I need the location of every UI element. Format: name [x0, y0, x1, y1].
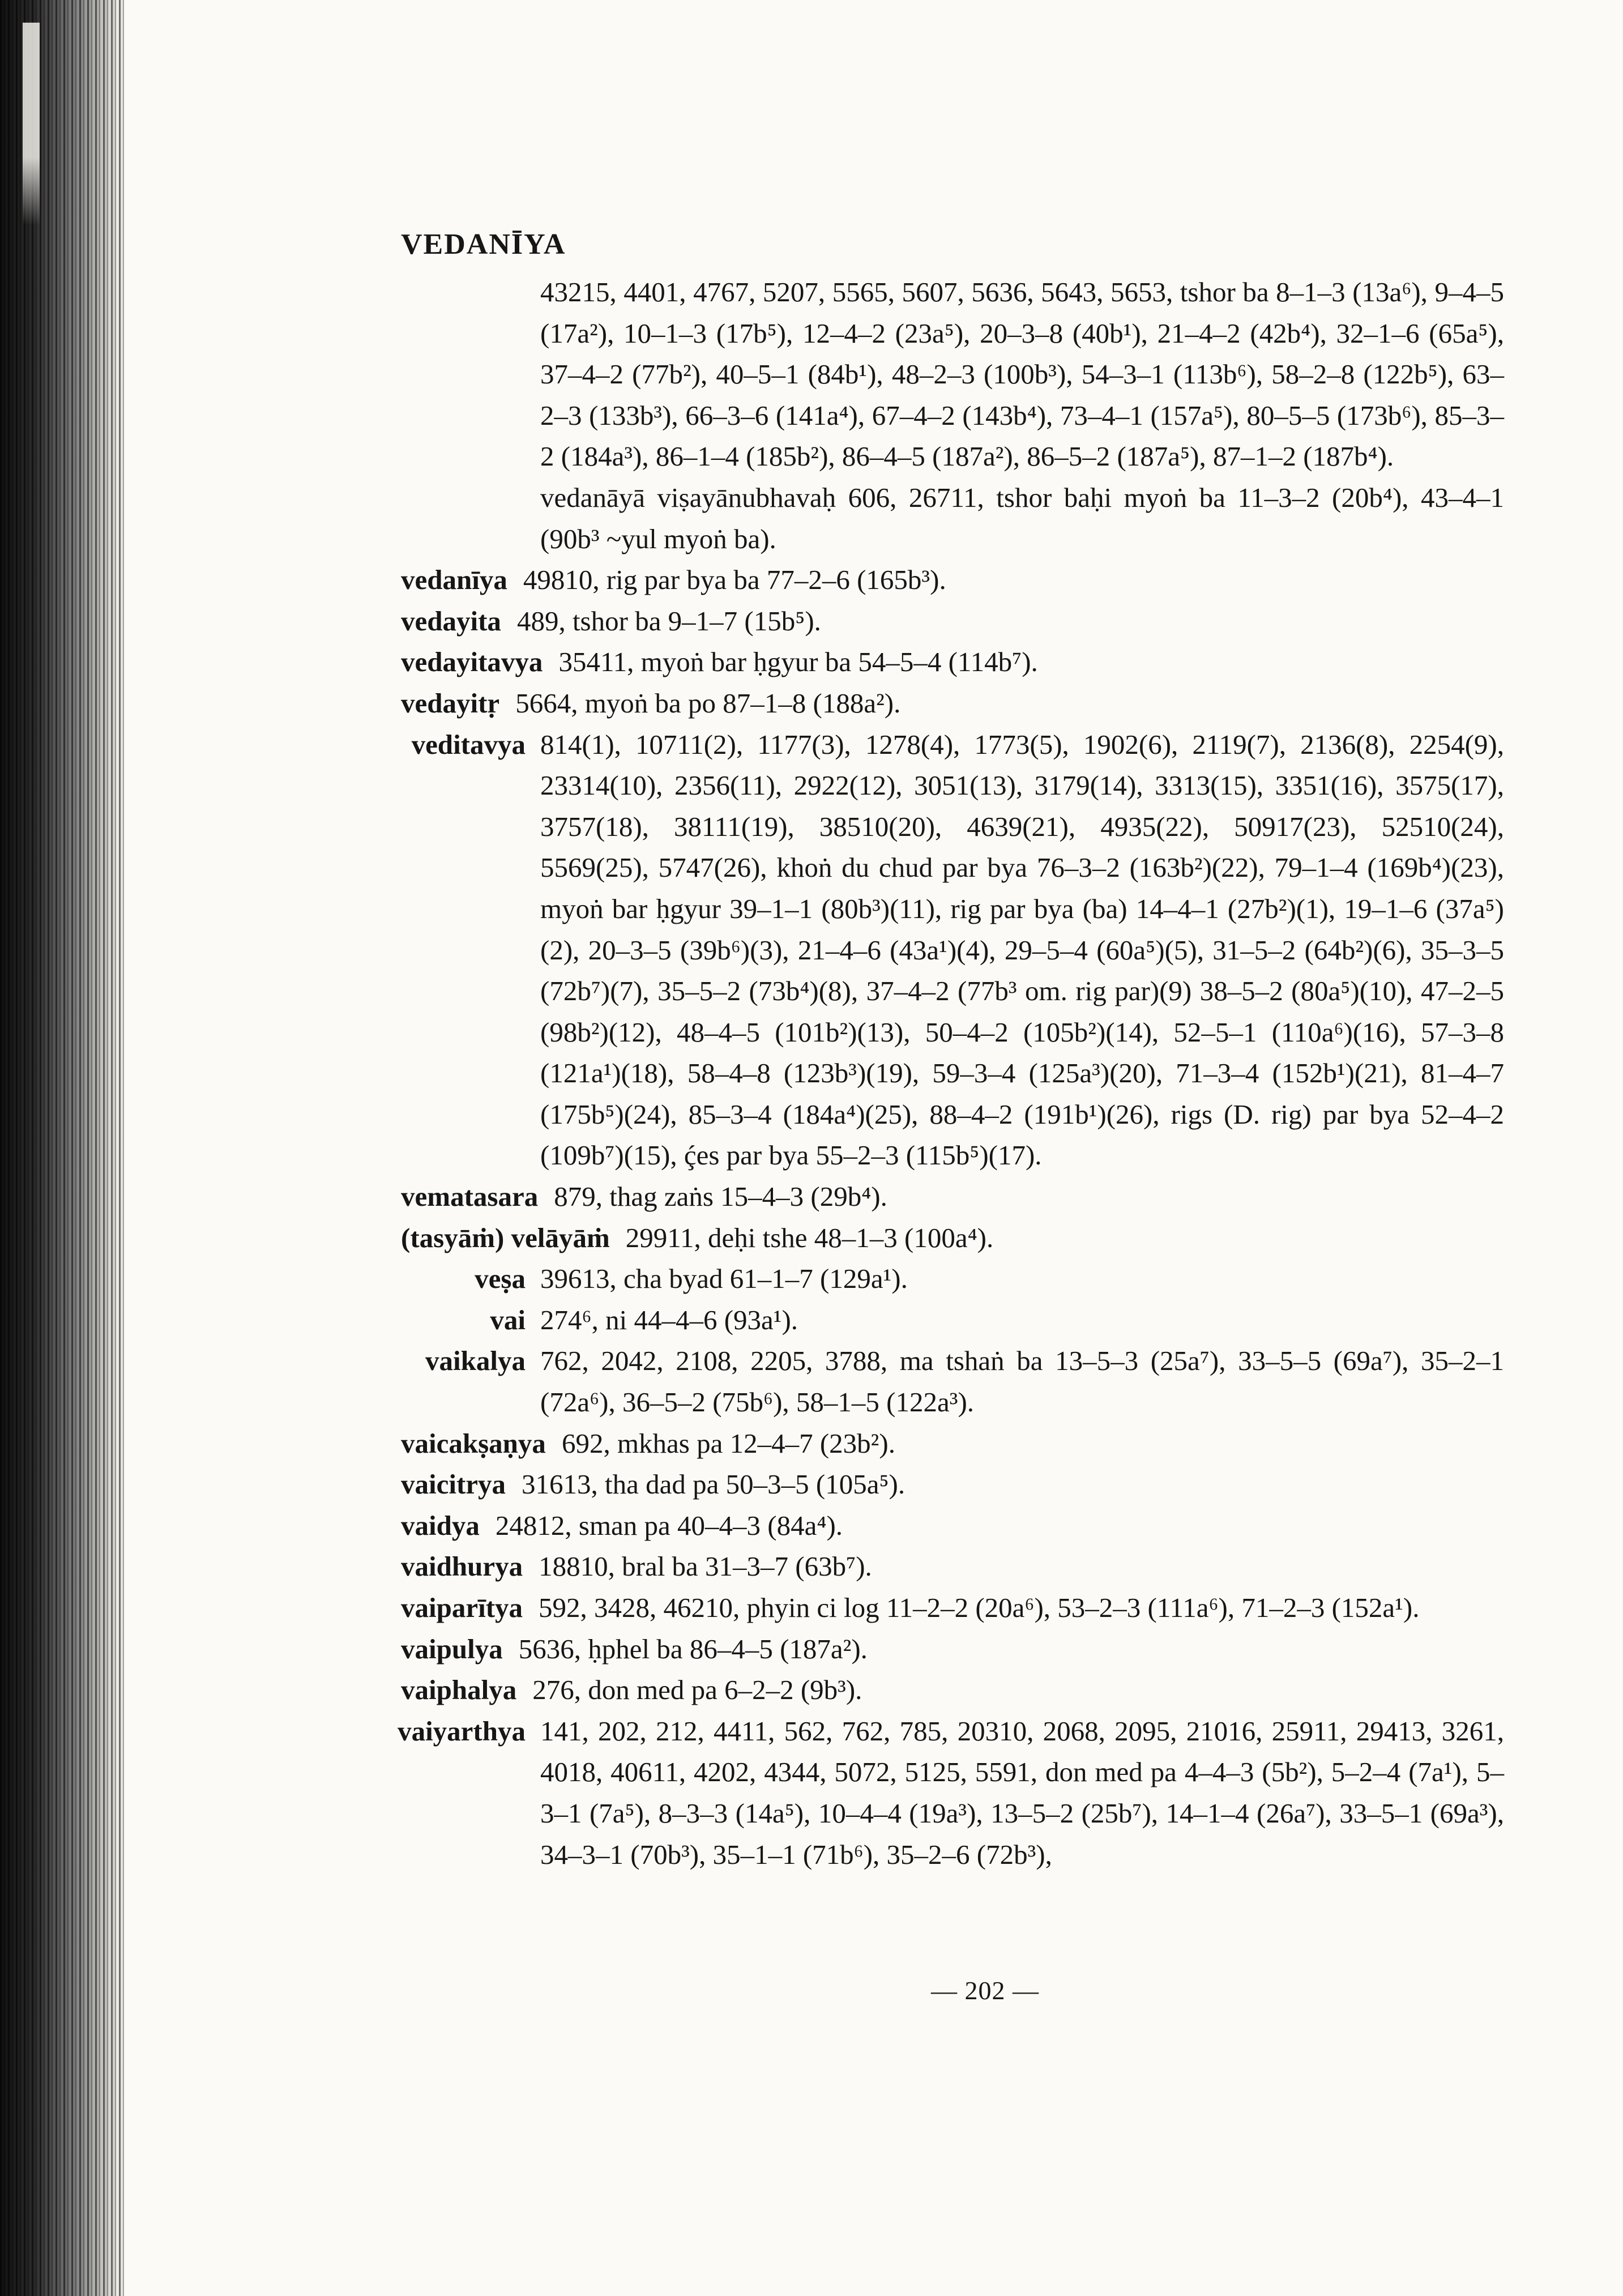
entry-headword: vaipulya — [401, 1633, 503, 1665]
entry-vaiparitya — [401, 1587, 1504, 1629]
entry-headword: vaiyarthya — [398, 1715, 526, 1747]
entry-vai — [490, 1300, 1504, 1341]
entry-vedanaya-visaya — [540, 477, 1504, 560]
entry-vaiyarthya — [398, 1711, 1504, 1875]
entry-text: vedanāyā viṣayānubhavaḥ 606, 26711, tshor baḥi myoṅ ba 11–3–2 (20b⁴), 43–4–1 (90b³ ~yul myoṅ ba). — [540, 481, 1504, 554]
entry-text: 762, 2042, 2108, 2205, 3788, ma tshaṅ ba 13–5–3 (25a⁷), 33–5–5 (69a⁷), 35–2–1 (72a⁶), 36–5–2 (75b⁶), 58–1–5 (122a³). — [540, 1345, 1504, 1418]
entry-vaicaksanya — [401, 1423, 1504, 1465]
entry-text: 18810, bral ba 31–3–7 (63b⁷). — [539, 1551, 872, 1582]
entry-vedayitavya — [401, 642, 1504, 683]
entry-veditavya — [411, 724, 1504, 1177]
entry-headword: vai — [490, 1304, 526, 1335]
entry-headword: vaiparītya — [401, 1592, 523, 1623]
entry-text: 49810, rig par bya ba 77–2–6 (165b³). — [523, 564, 946, 596]
page-heading: VEDANĪYA — [401, 228, 566, 261]
entry-vedayitr — [401, 683, 1504, 724]
entry-headword: vedayita — [401, 605, 501, 637]
entry-vedaniya — [401, 560, 1504, 601]
entry-text: 24812, sman pa 40–4–3 (84a⁴). — [495, 1509, 843, 1541]
entry-vaikalya — [425, 1341, 1504, 1423]
entry-text: 592, 3428, 46210, phyin ci log 11–2–2 (20a⁶), 53–2–3 (111a⁶), 71–2–3 (152a¹). — [539, 1592, 1420, 1623]
entry-vematasara — [401, 1176, 1504, 1218]
entry-headword: vedayitavya — [401, 646, 543, 678]
entry-headword: vaidhurya — [401, 1551, 523, 1582]
entry-velayam — [401, 1218, 1504, 1259]
entry-vaipulya — [401, 1629, 1504, 1670]
entry-headword: vaikalya — [425, 1345, 526, 1377]
entry-text: 31613, tha dad pa 50–3–5 (105a⁵). — [522, 1469, 906, 1500]
entry-text: 5636, ḥphel ba 86–4–5 (187a²). — [518, 1633, 868, 1665]
entry-text: 5664, myoṅ ba po 87–1–8 (188a²). — [515, 687, 901, 719]
entry-text: 141, 202, 212, 4411, 562, 762, 785, 20310, 2068, 2095, 21016, 25911, 29413, 3261, 4018, 40611, 4202, 4344, 5072, 5125, 5591, don med pa 4–4–3 (5b²), 5–2–4 (7a¹), 5–3–1 (7a⁵), 8–3–3 (14a⁵), 10–4–4 (19a³), 13–5–2 (25b⁷), 14–1–4 (26a⁷), 33–5–1 (69a³), 34–3–1 (70b³), 35–1–1 (71b⁶), 35–2–6 (72b³), — [540, 1715, 1504, 1870]
page-number: — 202 — — [931, 1976, 1039, 2005]
entry-vaidya — [401, 1505, 1504, 1547]
entry-text: 489, tshor ba 9–1–7 (15b⁵). — [516, 605, 821, 637]
entry-headword: vedayitṛ — [401, 687, 500, 719]
entry-headword: veṣa — [475, 1263, 526, 1295]
entry-vaiphalya — [401, 1670, 1504, 1711]
entry-vaicitrya — [401, 1464, 1504, 1505]
entry-headword: vaiphalya — [401, 1674, 517, 1706]
entry-headword: vaicakṣaṇya — [401, 1427, 546, 1459]
entry-headword: vematasara — [401, 1181, 539, 1213]
entry-text: 39613, cha byad 61–1–7 (129a¹). — [540, 1263, 908, 1295]
entry-headword: vedanīya — [401, 564, 507, 596]
entry-headword: (tasyāṁ) velāyāṁ — [401, 1222, 610, 1253]
entry-text: 814(1), 10711(2), 1177(3), 1278(4), 1773(5), 1902(6), 2119(7), 2136(8), 2254(9), 23314(10), 2356(11), 2922(12), 3051(13), 3179(14), 3313(15), 3351(16), 3575(17), 3757(18), 38111(19), 38510(20), 4639(21), 4935(22), 50917(23), 52510(24), 5569(25), 5747(26), khoṅ du chud par bya 76–3–2 (163b²)(22), 79–1–4 (169b⁴)(23), myoṅ bar ḥgyur 39–1–1 (80b³)(11), rig par bya (ba) 14–4–1 (27b²)(1), 19–1–6 (37a⁵)(2), 20–3–5 (39b⁶)(3), 21–4–6 (43a¹)(4), 29–5–4 (60a⁵)(5), 31–5–2 (64b²)(6), 35–3–5 (72b⁷)(7), 35–5–2 (73b⁴)(8), 37–4–2 (77b³ om. rig par)(9) 38–5–2 (80a⁵)(10), 47–2–5 (98b²)(12), 48–4–5 (101b²)(13), 50–4–2 (105b²)(14), 52–5–1 (110a⁶)(16), 57–3–8 (121a¹)(18), 58–4–8 (123b³)(19), 59–3–4 (125a³)(20), 71–3–4 (152b¹)(21), 81–4–7 (175b⁵)(24), 85–3–4 (184a⁴)(25), 88–4–2 (191b¹)(26), rigs (D. rig) par bya 52–4–2 (109b⁷)(15), ḉes par bya 55–2–3 (115b⁵)(17). — [540, 728, 1504, 1171]
entry-text: 276, don med pa 6–2–2 (9b³). — [532, 1674, 862, 1706]
entry-vesa — [475, 1258, 1504, 1300]
dictionary-entries — [0, 272, 1623, 1875]
entry-headword: vaicitrya — [401, 1469, 506, 1500]
entry-vaidhurya — [401, 1546, 1504, 1587]
entry-text: 35411, myoṅ bar ḥgyur ba 54–5–4 (114b⁷). — [558, 646, 1038, 678]
entry-text: 274⁶, ni 44–4–6 (93a¹). — [540, 1304, 798, 1335]
entry-text: 879, thag zaṅs 15–4–3 (29b⁴). — [554, 1181, 887, 1213]
entry-headword: veditavya — [411, 728, 526, 760]
entry-headword: vaidya — [401, 1509, 480, 1541]
entry-vedaniya-cont — [540, 272, 1504, 477]
entry-text: 29911, deḥi tshe 48–1–3 (100a⁴). — [625, 1222, 994, 1253]
entry-vedayita — [401, 601, 1504, 642]
entry-text: 692, mkhas pa 12–4–7 (23b²). — [561, 1427, 895, 1459]
entry-text: 43215, 4401, 4767, 5207, 5565, 5607, 5636, 5643, 5653, tshor ba 8–1–3 (13a⁶), 9–4–5 (17a²), 10–1–3 (17b⁵), 12–4–2 (23a⁵), 20–3–8 (40b¹), 21–4–2 (42b⁴), 32–1–6 (65a⁵), 37–4–2 (77b²), 40–5–1 (84b¹), 48–2–3 (100b³), 54–3–1 (113b⁶), 58–2–8 (122b⁵), 63–2–3 (133b³), 66–3–6 (141a⁴), 67–4–2 (143b⁴), 73–4–1 (157a⁵), 80–5–5 (173b⁶), 85–3–2 (184a³), 86–1–4 (185b²), 86–4–5 (187a²), 86–5–2 (187a⁵), 87–1–2 (187b⁴). — [540, 276, 1504, 472]
